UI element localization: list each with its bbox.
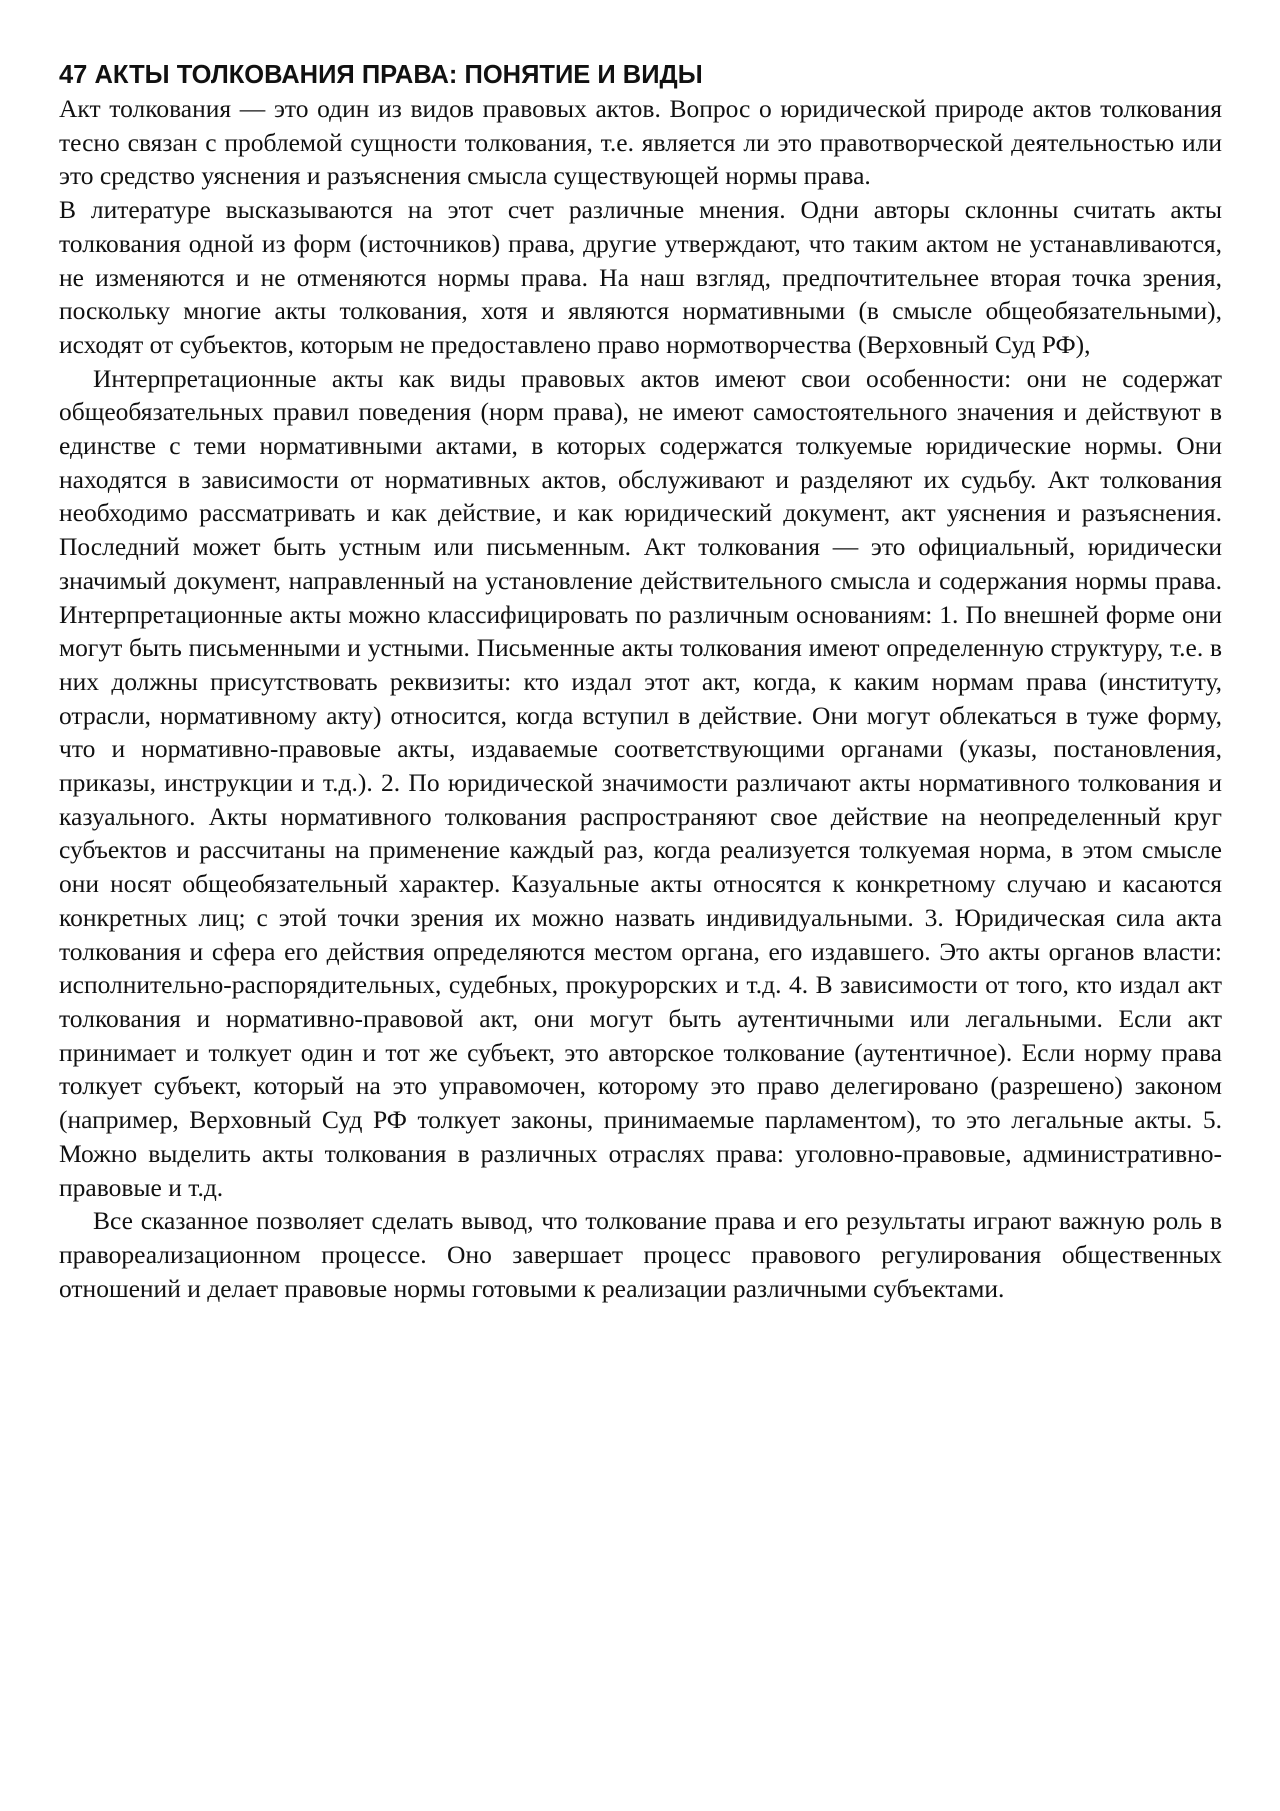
paragraph-4: Все сказанное позволяет сделать вывод, что толкование права и его результаты играют важную роль в правореализационном процессе. Оно завершает процесс правового регулирования общественных отношений и делает правовые нормы готовыми к реализации различными субъектами. <box>59 1206 1222 1303</box>
paragraph-3: Интерпретационные акты как виды правовых актов имеют свои особенности: они не содержат общеобязательных правил поведения (норм права), не имеют самостоятельного значения и действуют в единстве с теми нормативными актами, в которых содержатся толкуемые юридические нормы. Они находятся в зависимости от нормативных актов, обслуживают и разделяют их судьбу. Акт толкования необходимо рассматривать и как действие, и как юридический документ, акт уяснения и разъяснения. Последний может быть устным или письменным. Акт толкования — это официальный, юридически значимый документ, направленный на установление действительного смысла и содержания нормы права. Интерпретационные акты можно классифицировать по различным основаниям: 1. По внешней форме они могут быть письменными и устными. Письменные акты толкования имеют определенную структуру, т.е. в них должны присутствовать реквизиты: кто издал этот акт, когда, к каким нормам права (институту, отрасли, нормативному акту) относится, когда вступил в действие. Они могут облекаться в туже форму, что и нормативно-правовые акты, издаваемые соответствующими органами (указы, постановления, приказы, инструкции и т.д.). 2. По юридической значимости различают акты нормативного толкования и казуального. Акты нормативного толкования распространяют свое действие на неопределенный круг субъектов и рассчитаны на применение каждый раз, когда реализуется толкуемая норма, в этом смысле они носят общеобязательный характер. Казуальные акты относятся к конкретному случаю и касаются конкретных лиц; с этой точки зрения их можно назвать индивидуальными. 3. Юридическая сила акта толкования и сфера его действия определяются местом органа, его издавшего. Это акты органов власти: исполнительно-распорядительных, судебных, прокурорских и т.д. 4. В зависимости от того, кто издал акт толкования и нормативно-правовой акт, они могут быть аутентичными или легальными. Если акт принимает и толкует один и тот же субъект, это авторское толкование (аутентичное). Если норму права толкует субъект, который на это управомочен, которому это право делегировано (разрешено) законом (например, Верховный Суд РФ толкует законы, принимаемые парламентом), то это легальные акты. 5. Можно выделить акты толкования в различных отраслях права: уголовно-правовые, административно-правовые и т.д. <box>59 363 1222 1202</box>
paragraph-2: В литературе высказываются на этот счет различные мнения. Одни авторы склонны считать акты толкования одной из форм (источников) права, другие утверждают, что таким актом не устанавливаются, не изменяются и не отменяются нормы права. На наш взгляд, предпочтительнее вторая точка зрения, поскольку многие акты толкования, хотя и являются нормативными (в смысле общеобязательными), исходят от субъектов, которым не предоставлено право нормотворчества (Верховный Суд РФ), <box>59 195 1222 359</box>
document-page <box>59 58 1222 1305</box>
document-title: 47 АКТЫ ТОЛКОВАНИЯ ПРАВА: ПОНЯТИЕ И ВИДЫ <box>59 61 703 89</box>
paragraph-1: Акт толкования — это один из видов правовых актов. Вопрос о юридической природе актов толкования тесно связан с проблемой сущности толкования, т.е. является ли это правотворческой деятельностью или это средство уяснения и разъяснения смысла существующей нормы права. <box>59 94 1222 191</box>
